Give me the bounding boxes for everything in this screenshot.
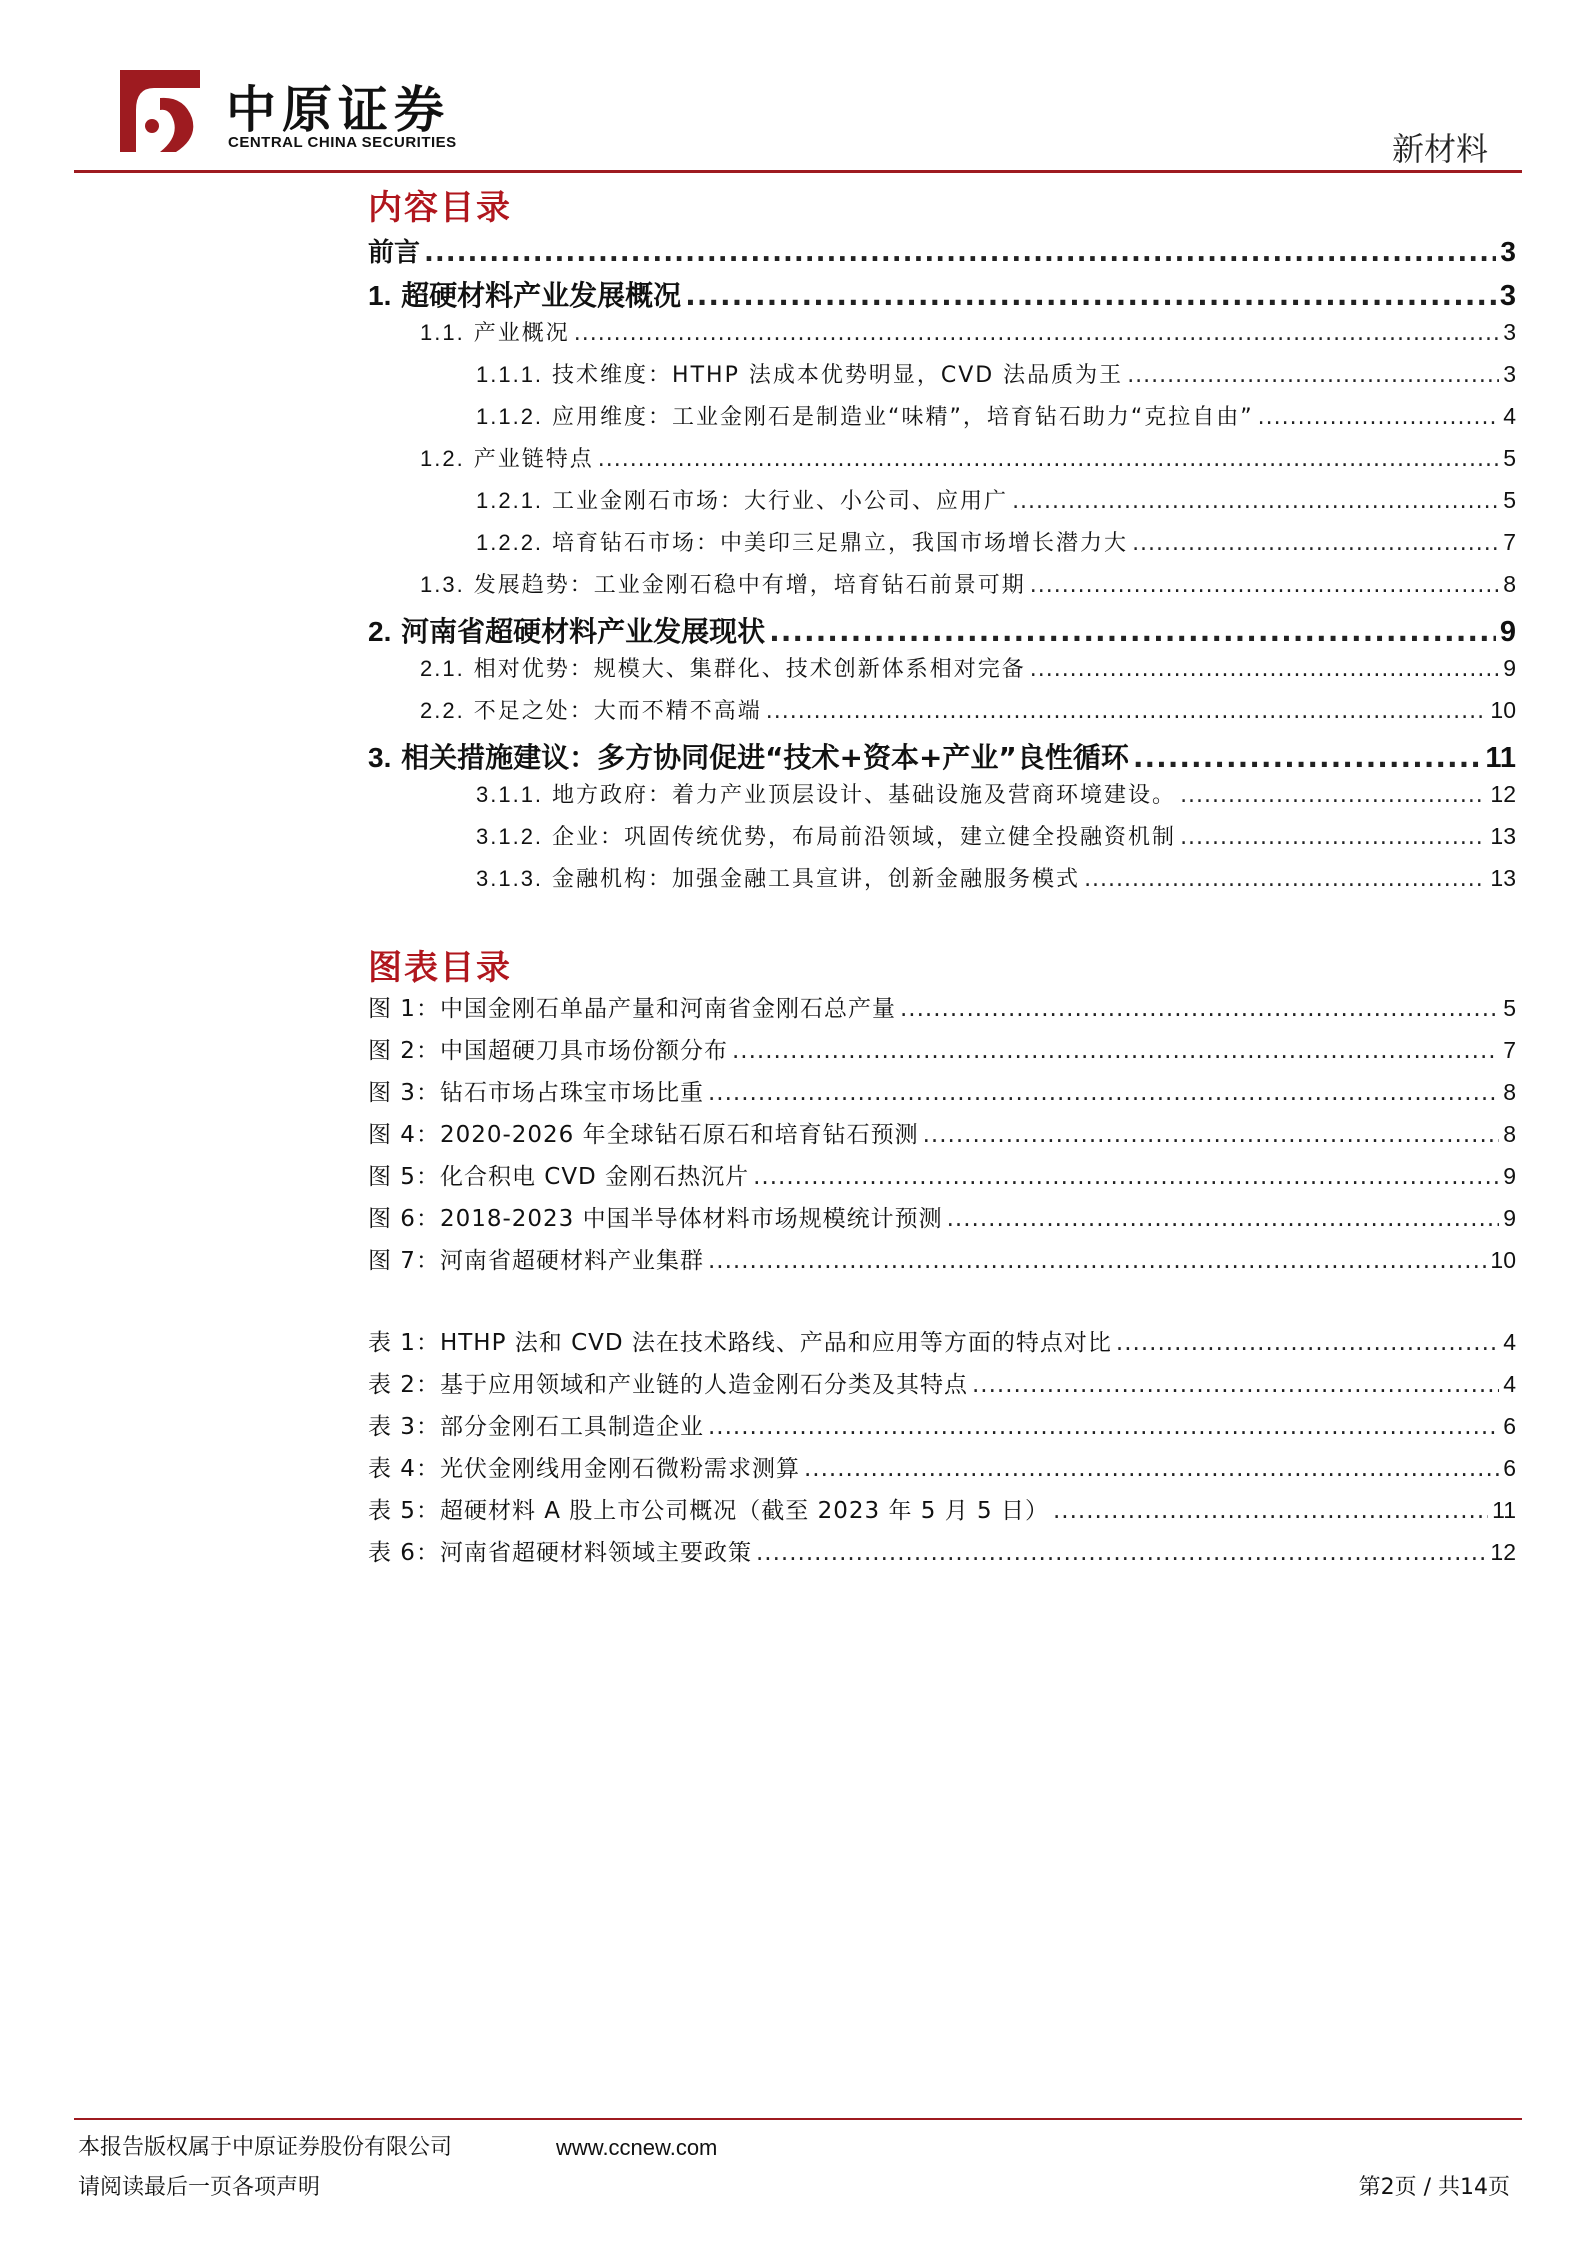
toc-page-number: 3 bbox=[1503, 319, 1516, 345]
toc-leader-dots bbox=[1180, 825, 1486, 850]
table-leader-dots bbox=[1053, 1498, 1488, 1524]
toc-entry-number: 1.1. bbox=[420, 320, 465, 345]
toc-entry-text: 产业概况 bbox=[473, 321, 570, 346]
table-page-number: 6 bbox=[1503, 1455, 1516, 1481]
toc-page-number: 13 bbox=[1490, 823, 1516, 849]
figure-entry-text: 图 4：2020-2026 年全球钻石原石和培育钻石预测 bbox=[368, 1122, 919, 1148]
table-entry-text: 表 1：HTHP 法和 CVD 法在技术路线、产品和应用等方面的特点对比 bbox=[368, 1330, 1112, 1356]
toc-page-number: 12 bbox=[1490, 781, 1516, 807]
toc-entry[interactable] bbox=[368, 316, 1516, 358]
figure-entry[interactable] bbox=[368, 1074, 1516, 1116]
toc-entry-text: 河南省超硬材料产业发展现状 bbox=[401, 615, 766, 648]
figure-entry[interactable] bbox=[368, 1116, 1516, 1158]
figure-leader-dots bbox=[947, 1206, 1500, 1232]
toc-entry-number: 1.1.1. bbox=[476, 362, 544, 387]
toc-leader-dots bbox=[424, 238, 1496, 268]
figure-entry-text: 图 5：化合积电 CVD 金刚石热沉片 bbox=[368, 1164, 750, 1190]
copyright-text: 本报告版权属于中原证券股份有限公司 bbox=[78, 2135, 453, 2160]
table-of-contents bbox=[368, 232, 1516, 904]
toc-leader-dots bbox=[574, 321, 1499, 346]
toc-page-number: 5 bbox=[1503, 445, 1516, 471]
toc-entry-number: 3.1.1. bbox=[476, 782, 544, 807]
table-leader-dots bbox=[972, 1372, 1499, 1398]
logo-chinese-text: 中原证券 bbox=[226, 80, 450, 139]
toc-leader-dots bbox=[769, 615, 1496, 648]
figure-entry[interactable] bbox=[368, 1158, 1516, 1200]
table-page-number: 4 bbox=[1503, 1371, 1516, 1397]
toc-page-number: 9 bbox=[1503, 655, 1516, 681]
toc-entry-text: 相关措施建议：多方协同促进“技术+资本+产业”良性循环 bbox=[401, 741, 1129, 774]
toc-entry-text: 培育钻石市场：中美印三足鼎立，我国市场增长潜力大 bbox=[552, 531, 1129, 556]
toc-page-number: 9 bbox=[1499, 616, 1516, 648]
toc-entry[interactable] bbox=[368, 358, 1516, 400]
toc-entry-number: 1. bbox=[368, 280, 392, 311]
figure-entry-text: 图 3：钻石市场占珠宝市场比重 bbox=[368, 1080, 704, 1106]
website-link[interactable]: www.ccnew.com bbox=[556, 2135, 718, 2160]
toc-entry[interactable] bbox=[368, 778, 1516, 820]
figure-entry-text: 图 1：中国金刚石单晶产量和河南省金刚石总产量 bbox=[368, 996, 896, 1022]
table-leader-dots bbox=[708, 1414, 1499, 1440]
logo-mark-icon bbox=[114, 66, 206, 156]
figure-leader-dots bbox=[708, 1248, 1486, 1274]
page-indicator: 第2页 / 共14页 bbox=[1358, 2175, 1510, 2200]
figure-list bbox=[368, 990, 1516, 1284]
figure-entry-text: 图 6：2018-2023 中国半导体材料市场规模统计预测 bbox=[368, 1206, 943, 1232]
figure-leader-dots bbox=[708, 1080, 1499, 1106]
toc-entry-number: 1.1.2. bbox=[476, 404, 544, 429]
figure-leader-dots bbox=[923, 1122, 1500, 1148]
figure-page-number: 10 bbox=[1490, 1247, 1516, 1273]
toc-title: 内容目录 bbox=[368, 188, 512, 228]
toc-leader-dots bbox=[1030, 657, 1499, 682]
figures-title: 图表目录 bbox=[368, 948, 512, 988]
toc-leader-dots bbox=[1258, 405, 1500, 430]
toc-page-number: 4 bbox=[1503, 403, 1516, 429]
table-entry[interactable] bbox=[368, 1366, 1516, 1408]
table-leader-dots bbox=[756, 1540, 1486, 1566]
figure-entry[interactable] bbox=[368, 1242, 1516, 1284]
table-entry[interactable] bbox=[368, 1450, 1516, 1492]
figure-entry[interactable] bbox=[368, 990, 1516, 1032]
toc-entry[interactable] bbox=[368, 274, 1516, 316]
figure-page-number: 8 bbox=[1503, 1079, 1516, 1105]
toc-entry-text: 地方政府：着力产业顶层设计、基础设施及营商环境建设。 bbox=[552, 783, 1177, 808]
figure-entry[interactable] bbox=[368, 1032, 1516, 1074]
table-page-number: 4 bbox=[1503, 1329, 1516, 1355]
company-logo bbox=[114, 66, 494, 156]
toc-entry-text: 工业金刚石市场：大行业、小公司、应用广 bbox=[552, 489, 1009, 514]
table-entry-text: 表 3：部分金刚石工具制造企业 bbox=[368, 1414, 704, 1440]
table-leader-dots bbox=[1116, 1330, 1499, 1356]
table-entry-text: 表 5：超硬材料 A 股上市公司概况（截至 2023 年 5 月 5 日） bbox=[368, 1498, 1049, 1524]
page-header bbox=[74, 62, 1522, 172]
figure-page-number: 8 bbox=[1503, 1121, 1516, 1147]
logo-english-text: CENTRAL CHINA SECURITIES bbox=[228, 134, 457, 151]
toc-entry-number: 3. bbox=[368, 742, 392, 773]
table-entry-text: 表 6：河南省超硬材料领域主要政策 bbox=[368, 1540, 752, 1566]
toc-entry-number: 1.2. bbox=[420, 446, 465, 471]
disclaimer-text: 请阅读最后一页各项声明 bbox=[78, 2175, 321, 2200]
toc-entry-number: 1.2.1. bbox=[476, 488, 544, 513]
toc-entry-text: 超硬材料产业发展概况 bbox=[401, 279, 682, 312]
toc-entry-number: 2.1. bbox=[420, 656, 465, 681]
toc-entry[interactable] bbox=[368, 400, 1516, 442]
figure-leader-dots bbox=[732, 1038, 1499, 1064]
footer-left-block bbox=[78, 2128, 452, 2208]
footer-divider bbox=[74, 2118, 1522, 2120]
table-entry[interactable] bbox=[368, 1408, 1516, 1450]
toc-entry[interactable] bbox=[368, 442, 1516, 484]
toc-entry-text: 产业链特点 bbox=[473, 447, 594, 472]
toc-entry[interactable] bbox=[368, 526, 1516, 568]
table-page-number: 6 bbox=[1503, 1413, 1516, 1439]
toc-page-number: 8 bbox=[1503, 571, 1516, 597]
toc-page-number: 5 bbox=[1503, 487, 1516, 513]
industry-label: 新材料 bbox=[1391, 130, 1488, 168]
toc-entry-text: 应用维度：工业金刚石是制造业“味精”，培育钻石助力“克拉自由” bbox=[552, 405, 1254, 430]
toc-entry-text: 企业：巩固传统优势，布局前沿领域，建立健全投融资机制 bbox=[552, 825, 1177, 850]
header-divider bbox=[74, 170, 1522, 173]
table-entry[interactable] bbox=[368, 1534, 1516, 1576]
table-entry[interactable] bbox=[368, 1324, 1516, 1366]
toc-entry[interactable] bbox=[368, 484, 1516, 526]
toc-leader-dots bbox=[1127, 363, 1499, 388]
toc-entry-text: 不足之处：大而不精不高端 bbox=[473, 699, 762, 724]
toc-entry[interactable] bbox=[368, 862, 1516, 904]
figure-entry-text: 图 2：中国超硬刀具市场份额分布 bbox=[368, 1038, 728, 1064]
toc-entry-text: 发展趋势：工业金刚石稳中有增，培育钻石前景可期 bbox=[473, 573, 1026, 598]
toc-entry[interactable] bbox=[368, 820, 1516, 862]
table-entry-text: 表 2：基于应用领域和产业链的人造金刚石分类及其特点 bbox=[368, 1372, 968, 1398]
table-page-number: 12 bbox=[1490, 1539, 1516, 1565]
table-page-number: 11 bbox=[1492, 1497, 1516, 1523]
toc-entry-number: 1.2.2. bbox=[476, 530, 544, 555]
toc-page-number: 10 bbox=[1490, 697, 1516, 723]
figure-page-number: 9 bbox=[1503, 1163, 1516, 1189]
figure-entry-text: 图 7：河南省超硬材料产业集群 bbox=[368, 1248, 704, 1274]
toc-leader-dots bbox=[598, 447, 1499, 472]
toc-leader-dots bbox=[1084, 867, 1486, 892]
toc-leader-dots bbox=[1030, 573, 1499, 598]
toc-page-number: 11 bbox=[1485, 742, 1516, 774]
toc-page-number: 3 bbox=[1503, 361, 1516, 387]
toc-entry-number: 1.3. bbox=[420, 572, 465, 597]
toc-page-number: 13 bbox=[1490, 865, 1516, 891]
toc-entry-text: 前言 bbox=[368, 238, 421, 268]
figure-leader-dots bbox=[753, 1164, 1499, 1190]
toc-entry[interactable] bbox=[368, 736, 1516, 778]
table-leader-dots bbox=[804, 1456, 1499, 1482]
toc-leader-dots bbox=[1132, 531, 1499, 556]
toc-entry[interactable] bbox=[368, 694, 1516, 736]
table-entry[interactable] bbox=[368, 1492, 1516, 1534]
figure-leader-dots bbox=[900, 996, 1499, 1022]
toc-entry-text: 相对优势：规模大、集群化、技术创新体系相对完备 bbox=[473, 657, 1026, 682]
toc-entry-number: 3.1.2. bbox=[476, 824, 544, 849]
table-entry-text: 表 4：光伏金刚线用金刚石微粉需求测算 bbox=[368, 1456, 800, 1482]
figure-page-number: 7 bbox=[1503, 1037, 1516, 1063]
toc-leader-dots bbox=[1012, 489, 1499, 514]
toc-entry[interactable] bbox=[368, 652, 1516, 694]
toc-page-number: 3 bbox=[1500, 236, 1516, 267]
toc-entry-number: 2. bbox=[368, 616, 392, 647]
table-list bbox=[368, 1324, 1516, 1576]
figure-page-number: 9 bbox=[1503, 1205, 1516, 1231]
toc-page-number: 7 bbox=[1503, 529, 1516, 555]
toc-entry-number: 3.1.3. bbox=[476, 866, 544, 891]
toc-entry[interactable] bbox=[368, 610, 1516, 652]
toc-leader-dots bbox=[1133, 741, 1481, 774]
toc-leader-dots bbox=[1180, 783, 1486, 808]
toc-entry-number: 2.2. bbox=[420, 698, 465, 723]
toc-entry[interactable] bbox=[368, 232, 1516, 274]
toc-leader-dots bbox=[766, 699, 1487, 724]
toc-leader-dots bbox=[685, 279, 1496, 312]
figure-page-number: 5 bbox=[1503, 995, 1516, 1021]
toc-entry-text: 技术维度：HTHP 法成本优势明显，CVD 法品质为王 bbox=[552, 363, 1124, 388]
toc-page-number: 3 bbox=[1499, 280, 1516, 312]
figure-entry[interactable] bbox=[368, 1200, 1516, 1242]
toc-entry[interactable] bbox=[368, 568, 1516, 610]
toc-entry-text: 金融机构：加强金融工具宣讲，创新金融服务模式 bbox=[552, 867, 1081, 892]
